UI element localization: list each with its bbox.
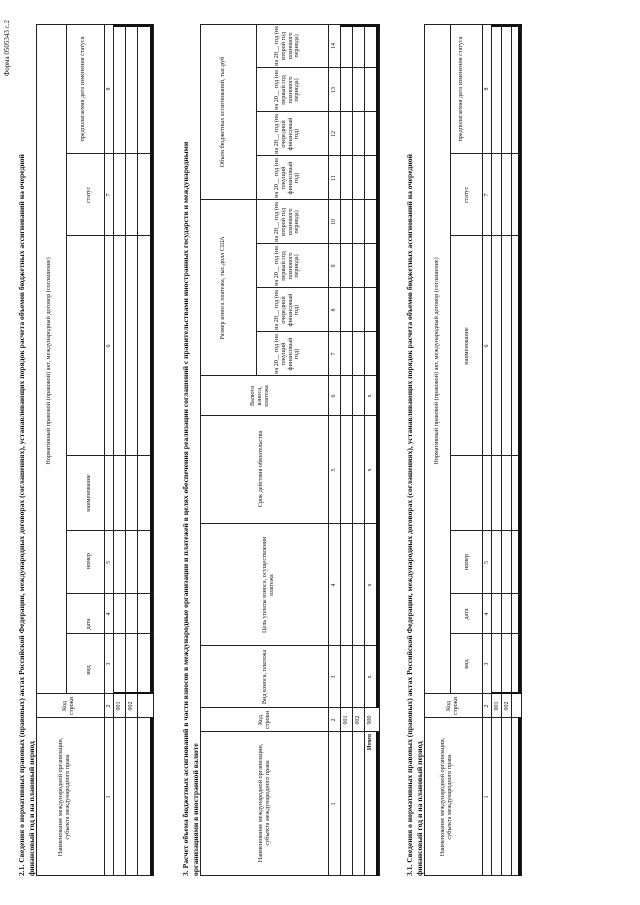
s3-row-code: 002 <box>355 715 361 725</box>
s21-col-change-date: предполагаемая дата изменения статуса <box>79 36 86 142</box>
s31-col-number: номер <box>463 553 470 571</box>
s31-col-code: Код строки <box>445 696 459 716</box>
s3-total-x-kind: x <box>367 675 373 679</box>
s3-sub-current: на 20__ год (на текущий финансовый год) <box>273 334 301 374</box>
s21-col-org: Наименование международной организации, субъекта международного права <box>57 737 71 857</box>
s3-colnum: 12 <box>331 131 337 137</box>
s3-sub-first-rub: на 20__ год (на первый год планового периода) <box>273 70 301 110</box>
s31-col-status: статус <box>463 186 470 204</box>
s31-colnum: 5 <box>484 561 490 564</box>
s21-colnum: 7 <box>106 193 112 197</box>
s31-colnum: 7 <box>484 193 490 197</box>
s3-row-code: 001 <box>343 715 349 725</box>
s3-total-code: 900 <box>367 715 373 725</box>
s3-colnum: 11 <box>331 175 337 181</box>
section-3-caption-line2: организациями в иностранной валюте <box>191 743 200 876</box>
s3-col-currency: Валюта взноса, платежа <box>249 385 270 407</box>
section-3-table <box>200 24 380 876</box>
s31-col-change-date: предполагаемая дата изменения статуса <box>457 36 464 142</box>
s3-colnum: 9 <box>331 264 337 268</box>
s3-sub-first: на 20__ год (на первый год планового периода) <box>273 246 301 286</box>
s3-col-code: Код строки <box>257 710 271 730</box>
s21-col-code: Код строки <box>61 696 75 716</box>
s3-col-rub-group: Объем бюджетных ассигнований, тыс.руб <box>219 56 226 168</box>
section-3-1-table <box>424 24 522 876</box>
s3-col-term: Срок действия обязательства <box>257 430 264 508</box>
s21-col-number: номер <box>85 552 92 570</box>
s31-colnum: 6 <box>484 344 490 348</box>
s3-colnum: 4 <box>331 583 337 587</box>
s3-col-org: Наименование международной организации, субъекта международного права <box>257 743 271 863</box>
s3-colnum: 8 <box>331 308 337 312</box>
section-2-1-caption-line1: 2.1. Сведения о нормативных правовых (правовых) актах Российской Федерации, международных договорах (соглашениях), устанавливающих порядок расчета объемов бюджетных ассигнований на очередной <box>17 154 26 876</box>
s3-sub-current-rub: на 20__ год (на текущий финансовый год) <box>273 158 301 198</box>
section-2-1-caption-line2: финансовый год и на плановый период <box>27 741 36 876</box>
s21-col-status: статус <box>85 186 92 204</box>
s3-colnum: 10 <box>331 219 337 225</box>
s21-colnum: 6 <box>106 344 112 348</box>
s3-sub-next-rub: на 20__ год (на очередной финансовый год) <box>273 114 301 154</box>
s31-col-kind: вид <box>463 659 470 669</box>
s21-col-name: наименование <box>85 474 92 512</box>
s3-total-x-currency: x <box>367 394 373 398</box>
section-3-1-caption-line1: 3.1. Сведения о нормативных правовых (правовых) актах Российской Федерации, международных договорах (соглашениях), устанавливающих порядок расчета объемов бюджетных ассигнований на очередной <box>405 154 414 876</box>
s3-col-kind: Вид взноса, платежа <box>261 649 268 705</box>
s21-row-code: 001 <box>116 701 122 711</box>
rotated-form-sheet <box>0 10 640 890</box>
s3-total-x-term: x <box>367 468 373 472</box>
s3-colnum: 14 <box>331 43 337 49</box>
s3-sub-next: на 20__ год (на очередной финансовый год) <box>273 290 301 330</box>
s21-colnum: 3 <box>106 662 112 666</box>
s3-total-x-purpose: x <box>367 583 373 587</box>
s21-row-code: 002 <box>128 701 134 711</box>
s21-colnum: 1 <box>106 795 112 799</box>
s3-colnum: 5 <box>331 468 337 472</box>
s31-colnum: 2 <box>484 704 490 708</box>
s21-col-act-group: Нормативный правовой (правовой) акт, международный договор (соглашение) <box>45 257 52 465</box>
s21-col-date: дата <box>85 618 92 630</box>
s21-col-kind: вид <box>85 665 92 675</box>
section-3-1-caption-line2: финансовый год и на плановый период <box>415 741 424 876</box>
s31-colnum: 1 <box>484 795 490 799</box>
s31-colnum: 4 <box>484 612 490 616</box>
s31-row-code: 001 <box>494 701 500 711</box>
s3-total-label: Итого <box>367 734 373 751</box>
section-3-caption-line1: 3. Расчет объема бюджетных ассигнований в части взносов в международные организации и платежей в целях обеспечения реализации соглашений с правительствами иностранных государств и международными <box>181 141 190 876</box>
s3-colnum: 6 <box>331 394 337 398</box>
s31-row-code: 002 <box>504 701 510 711</box>
s31-col-act-group: Нормативный правовой (правовой) акт, международный договор (соглашение) <box>433 257 440 465</box>
s3-sub-second-rub: на 20__ год (на второй год планового периода) <box>273 26 301 66</box>
s31-colnum: 3 <box>484 662 490 666</box>
s3-col-purpose: Цель уплаты взноса, осуществления платежа <box>261 537 275 634</box>
s3-colnum: 3 <box>331 675 337 679</box>
s21-colnum: 2 <box>106 704 112 708</box>
s3-colnum: 1 <box>331 802 337 806</box>
s31-col-org: Наименование международной организации, субъекта международного права <box>439 737 453 857</box>
s31-col-date: дата <box>463 608 470 620</box>
section-2-1-table <box>36 24 154 876</box>
s31-colnum: 8 <box>484 87 490 91</box>
form-code: Форма 0505343 с.2 <box>3 20 11 77</box>
s3-colnum: 7 <box>331 352 337 356</box>
s3-colnum: 2 <box>331 718 337 722</box>
s3-sub-second: на 20__ год (на второй год планового периода) <box>273 202 301 242</box>
s21-colnum: 5 <box>106 561 112 564</box>
s3-colnum: 13 <box>331 87 337 93</box>
s3-col-usd-group: Размер взноса платежа, тыс.долл США <box>219 236 226 340</box>
s31-col-name: наименование <box>463 327 470 365</box>
s21-colnum: 8 <box>106 87 112 91</box>
s21-colnum: 4 <box>106 612 112 616</box>
